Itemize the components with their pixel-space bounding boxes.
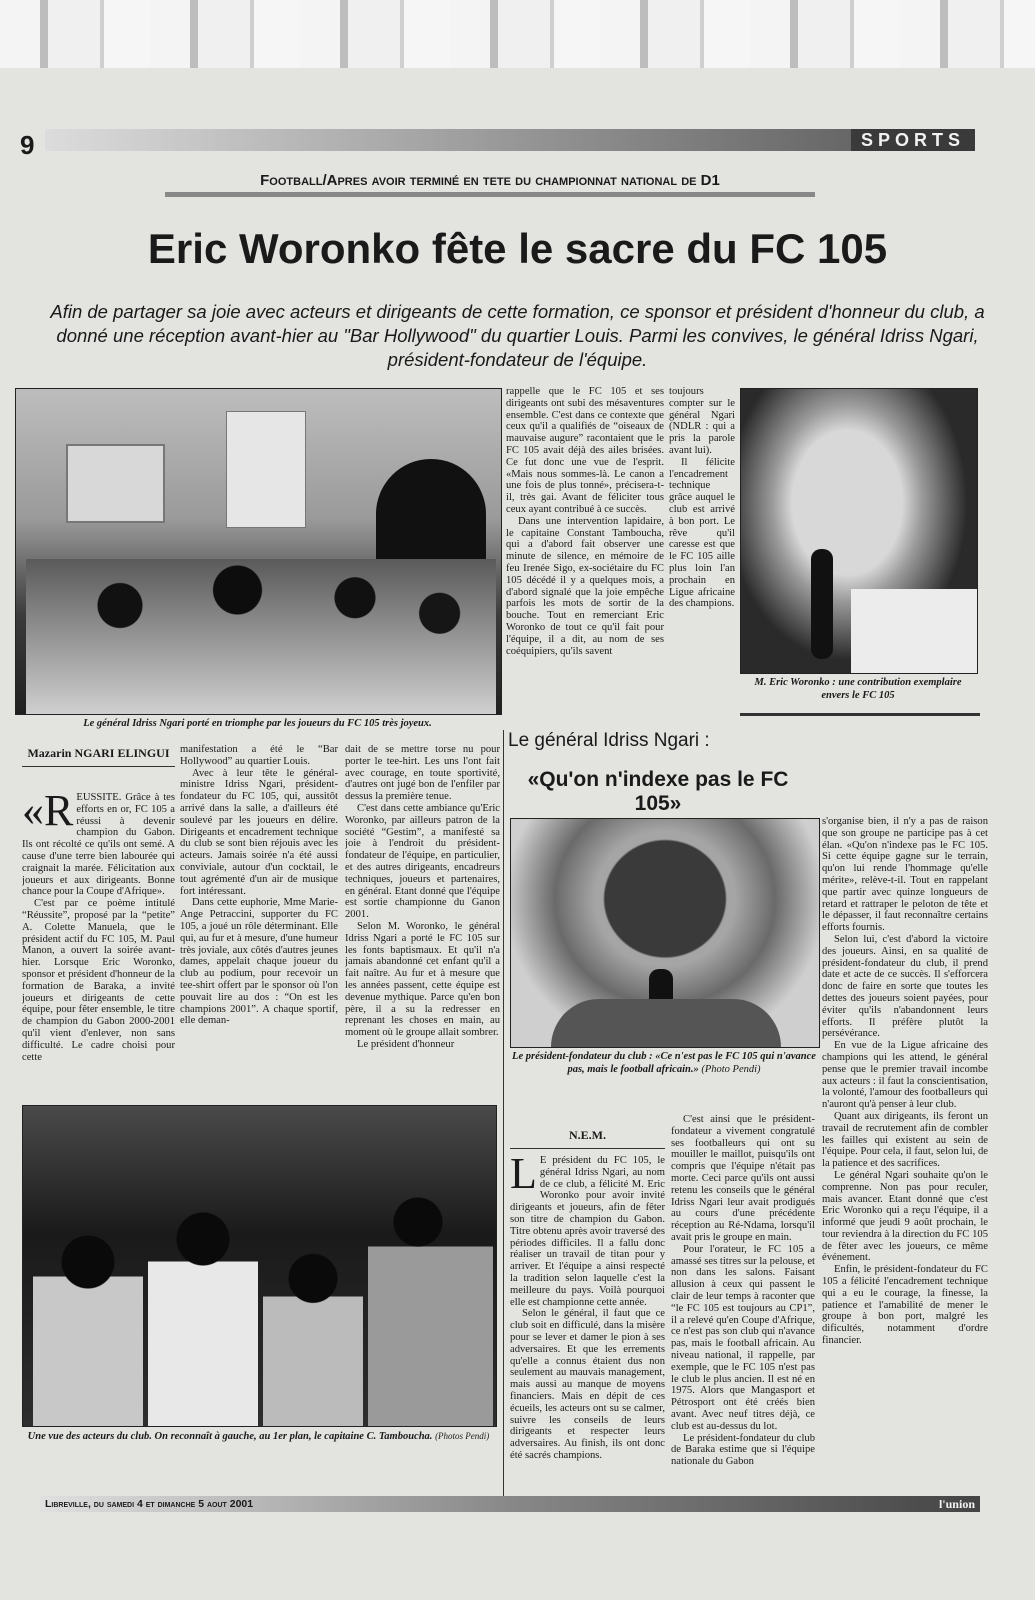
sidebar-column-a bbox=[510, 1155, 665, 1495]
article-column-4 bbox=[506, 386, 664, 710]
player bbox=[33, 1226, 143, 1426]
poster-elvis bbox=[226, 411, 306, 528]
photo-team-caption bbox=[22, 1430, 495, 1443]
crowd bbox=[26, 559, 496, 714]
kicker: Football/Apres avoir terminé en tete du championnat national de D1 bbox=[165, 172, 815, 197]
paragraph: Enfin, le président-fondateur du FC 105 a félicité l'encadrement technique qui a eu le courage, la finesse, la patience et l'amabilité de mener le groupe à bon port, malgré les dificultés, notamment d'ordre financier. bbox=[822, 1264, 988, 1347]
photo-celebration bbox=[15, 388, 502, 715]
caption-text: Le président-fondateur du club : «Ce n'est pas le FC 105 qui n'avance pas, mais le football africain.» bbox=[512, 1051, 816, 1075]
caption-text: Une vue des acteurs du club. On reconnaît à gauche, au 1er plan, le capitaine C. Tambouchа. bbox=[27, 1431, 433, 1442]
paragraph: E président du FC 105, le général Idriss Ngari, au nom de ce club, a félicité M. Eric Woronko pour avoir invité dirigeants et joueurs, afin de fêter son titre de champion du Gabon. Titre obtenu après avoir traversé des périodes difficiles. Il a fallu donc réaliser un travail de titan pour y arriver. Et l'équipe a ainsi respecté la tradition selon laquelle c'est la meilleure du pays. Voilà pourquoi elle est championne cette année. bbox=[510, 1155, 665, 1308]
paragraph: Selon M. Woronko, le général Idriss Ngari a porté le FC 105 sur les fonts baptismaux. Et qu'il n'a jamais abandonné cet enfant qu'il a fait naître. Au fur et à mesure que les années passent, cette équipe est devenue mythique. Parce qu'en bon père, il a su la redresser en reprenant les choses en main, au moment où le groupe allait sombrer. bbox=[345, 920, 500, 1039]
scan-margin bbox=[0, 0, 1035, 70]
person bbox=[368, 1186, 493, 1426]
photo-woronko-caption: M. Eric Woronko : une contribution exemplaire envers le FC 105 bbox=[754, 677, 962, 701]
paragraph: EUSSITE. Grâce à tes efforts en or, FC 105 a réussi à devenir champion du Gabon. Ils ont récolté ce qu'ils ont semé. A cause d'une terre bien labourée qui craignait la marée. Félicitation aux joueurs et aux dirigeants. Bonne chance pour la Coupe d'Afrique». bbox=[22, 792, 175, 898]
player bbox=[263, 1246, 363, 1426]
page-number: 9 bbox=[20, 130, 35, 160]
paragraph: Le président d'honneur bbox=[357, 1038, 455, 1050]
photo-team bbox=[22, 1105, 497, 1427]
paragraph: Quant aux dirigeants, ils feront un travail de recrutement afin de combler les failles qui existent au sein de l'équipe. Pour cela, il faut, selon lui, de la patience et des sacrifices. bbox=[822, 1110, 988, 1170]
photo-credit: (Photos Pendi) bbox=[435, 1431, 490, 1441]
deck: Afin de partager sa joie avec acteurs et dirigeants de cette formation, ce sponsor et président d'honneur du club, a donné une réception avant-hier au "Bar Hollywood" du quartier Louis. Parmi les convives, le général Idriss Ngari, président-fondateur de l'équipe. bbox=[50, 301, 985, 370]
paragraph: Dans une intervention lapidaire, le capitaine Constant Tambouchа, qui a d'abord fait observer une minute de silence, en mémoire de feu Irenée Sigo, ex-sociétaire du FC 105 décédé il y a quelques mois, a d'abord signalé que la joie empêche parfois les mots de sortir de la bouche. Tout en remerciant Eric Woronko de tout ce qu'il fait pour l'équipe, il a dit, au nom de ses coéquipiers, qu'ils savent bbox=[506, 515, 664, 657]
sidebar-column-c bbox=[822, 816, 988, 1496]
paragraph: Selon lui, c'est d'abord la victoire des joueurs. Ainsi, en sa qualité de président-fondateur du club, il prend date et acte de ce succès. Il s'efforcera donc de faire en sorte que toutes les dettes des joueurs soient payées, pour éviter qu'ils n'abandonnent leurs efforts. Il préfère plutôt la persévérance. bbox=[822, 933, 988, 1040]
paragraph: Il félicite l'encadrement technique grâce auquel le club est arrivé à bon port. Le rêve qu'il caresse est que le FC 105 aille plus loin l'an prochain en Ligue africaine des champions. bbox=[669, 456, 735, 610]
player bbox=[148, 1206, 258, 1426]
sidebar-title: «Qu'on n'indexe pas le FC 105» bbox=[527, 768, 789, 815]
column-body bbox=[510, 1155, 665, 1462]
paragraph: Le président-fondateur du club de Baraka estime que si l'équipe nationale du Gabon bbox=[671, 1432, 815, 1468]
photo-woronko bbox=[740, 388, 978, 674]
article-column-2 bbox=[180, 744, 338, 1104]
paragraph: En vue de la Ligue africaine des champions qui les attend, le général pense que le premier travail incombe aux acteurs : il faut la conscientisation, la volonté, l'amour des footballeurs qui n'auront qu'à penser à leur club. bbox=[822, 1040, 988, 1111]
shirt bbox=[851, 589, 977, 673]
paragraph: C'est ainsi que le président-fondateur a vivement congratulé ses footballeurs qui ont su mouiller le maillot, puisqu'ils ont compris que l'équipe n'était pas morte. Ceci parce qu'ils ont aussi retenu les conseils que le général Idriss Ngari leur avait prodigués au cours d'une précédente réception au Ré-Ndama, lorsqu'il avait pris le groupe en main. bbox=[671, 1114, 815, 1243]
column-rule bbox=[503, 730, 504, 1500]
paragraph: s'organise bien, il n'y a pas de raison que son groupe ne participe pas à cet élan. «Qu'on n'indexe pas le FC 105. Si cette équipe gagne sur le terrain, qu'on lui rende l'hommage qu'elle mérite», relève-t-il. Tout en rappelant que partir avec quinze longueurs de retard et rattraper le peloton de tête et le dépasser, il faut reconnaître certains efforts fournis. bbox=[822, 816, 988, 934]
newspaper-logo: l'union bbox=[938, 1497, 975, 1511]
article-column-1 bbox=[22, 792, 175, 1104]
sidebar-byline: N.E.M. bbox=[510, 1128, 665, 1149]
byline: Mazarin NGARI ELINGUI bbox=[22, 746, 175, 767]
suit bbox=[551, 999, 781, 1047]
paragraph: toujours compter sur le général Ngari (NDLR : qui a pris la parole avant lui). bbox=[669, 386, 735, 456]
paragraph: Selon le général, il faut que ce club soit en difficulé, dans la misère pour se lever et damer le pion à ses adversaires. Et que les errements qu'elle a connus étaient dus non seulement au mauvais management, mais aussi au manque de moyens financiers. Mais en dépit de ces écueils, les acteurs ont su se calmer, suivre les conseils de leurs dirigeants et respecter leurs adversaires. Au finish, ils ont donc été sacrés champions. bbox=[510, 1308, 665, 1461]
photo-ngari-caption bbox=[510, 1050, 818, 1076]
photo-ngari bbox=[510, 818, 820, 1048]
drop-cap: «R bbox=[22, 792, 74, 835]
drop-cap: L bbox=[510, 1155, 537, 1198]
paragraph: dait de se mettre torse nu pour porter le tee-hirt. Les uns l'ont fait avec courage, en toute sportivité, d'autres ont jugé bon de l'enfiler par dessus la première tenue. bbox=[345, 744, 500, 803]
paragraph: Dans cette euphorie, Mme Marie-Ange Petraccini, supporter du FC 105, a joué un rôle déterminant. Elle qui, au fur et à mesure, d'une humeur très joviale, aux côtés d'autres jeunes dames, appelait chaque joueur du club au podium, pour recevoir un tee-shirt offert par le sponsor où l'on pouvait lire au dos : “On est les champions 2001”. A chaque sportif, elle deman- bbox=[180, 897, 338, 1027]
footer-dateline: Libreville, du samedi 4 et dimanche 5 aout 2001 bbox=[45, 1498, 254, 1510]
paragraph: Avec à leur tête le général-ministre Idriss Ngari, président-fondateur du FC 105, qui, aussitôt arrivé dans la salle, a d'ailleurs été soulevé par les joueurs en délire. Dirigeants et encadrement technique du club se sont bien réjouis avec les acteurs. Jamais soirée n'a été aussi conviviale, autour d'un cocktail, le tout agrémenté d'un air de musique fort intéressant. bbox=[180, 767, 338, 897]
paragraph: Le général Ngari souhaite qu'on le comprenne. Non pas pour reculer, mais avancer. Etant donné que c'est Eric Woronko qui a reçu l'équipe, il a informé que jeudi 9 août prochain, le tour reviendra à la direction du FC 105 de fêter avec les joueurs, ce même événement. bbox=[822, 1169, 988, 1264]
divider bbox=[740, 713, 980, 716]
microphone bbox=[811, 549, 833, 659]
section-band bbox=[45, 129, 975, 151]
section-label: SPORTS bbox=[851, 129, 975, 151]
sidebar-column-b bbox=[671, 1114, 815, 1494]
poster-seven bbox=[66, 444, 165, 523]
paragraph: manifestation a été le “Bar Hollywood” au quartier Louis. bbox=[180, 744, 338, 767]
sidebar-label: Le général Idriss Ngari : bbox=[508, 730, 710, 751]
paragraph: Pour l'orateur, le FC 105 a amassé ses titres sur la pelouse, et non dans les salons. Faisant allusion à ceux qui passent le clair de leur temps à raconter que “le FC 105 est toujours au CP1”, il a relevé qu'en Coupe d'Afrique, ce n'est pas son club qui n'avance pas, mais le football africain. Au niveau national, il rappelle, par exemple, que le FC 105 n'est pas le club le plus ancien. Il est né en 1975. Alors que Mangasport et Pétrosport ont été créés bien avant. Avec neuf titres déjà, ce club est au-dessus du lot. bbox=[671, 1243, 815, 1432]
article-column-5 bbox=[669, 386, 735, 696]
paragraph: C'est dans cette ambiance qu'Eric Woronko, par ailleurs patron de la société “Gestim”, a manifesté sa joie à l'endroit du président-fondateur de l'équipe, en particulier, et des autres dirigeants, encadreurs techniques, joueurs et partenaires, en général. Etant donné que l'équipe est sortie championne du Ganon 2001. bbox=[345, 802, 500, 921]
photo-credit: (Photo Pendi) bbox=[701, 1064, 761, 1075]
paragraph: C'est par ce poème intitulé “Réussite”, proposé par la “petite” A. Colette Manuela, que le président actif du FC 105, M. Paul Manon, a ouvert la soirée avant-hier. Lorsque Eric Woronko, sponsor et président d'honneur de la formation de Baraka, a invité joueurs et dirigeants de cette équipe, pour fêter ensemble, le titre de champion du Gabon 2000-2001 qu'il vient d'enlever, non sans difficulté. Le cadre choisi pour cette bbox=[22, 898, 175, 1063]
paragraph: rappelle que le FC 105 et ses dirigeants ont subi des mésaventures ensemble. C'est dans ce contexte que ceux qu'il a qualifiés de “oiseaux de mauvaise augure” racontaient que le FC 105 avait déjà des ailes brisées. Ce fut donc une vue de l'esprit. «Mais nous sommes-là. Le canon a une fois de plus tonné», précisera-t-il, très gai. Avant de féliciter tous ceux ayant contribué à ce succès. bbox=[506, 386, 664, 515]
headline: Eric Woronko fête le sacre du FC 105 bbox=[147, 225, 888, 272]
photo-celebration-caption: Le général Idriss Ngari porté en triomphe par les joueurs du FC 105 très joyeux. bbox=[83, 718, 432, 729]
article-column-3 bbox=[345, 744, 500, 1104]
